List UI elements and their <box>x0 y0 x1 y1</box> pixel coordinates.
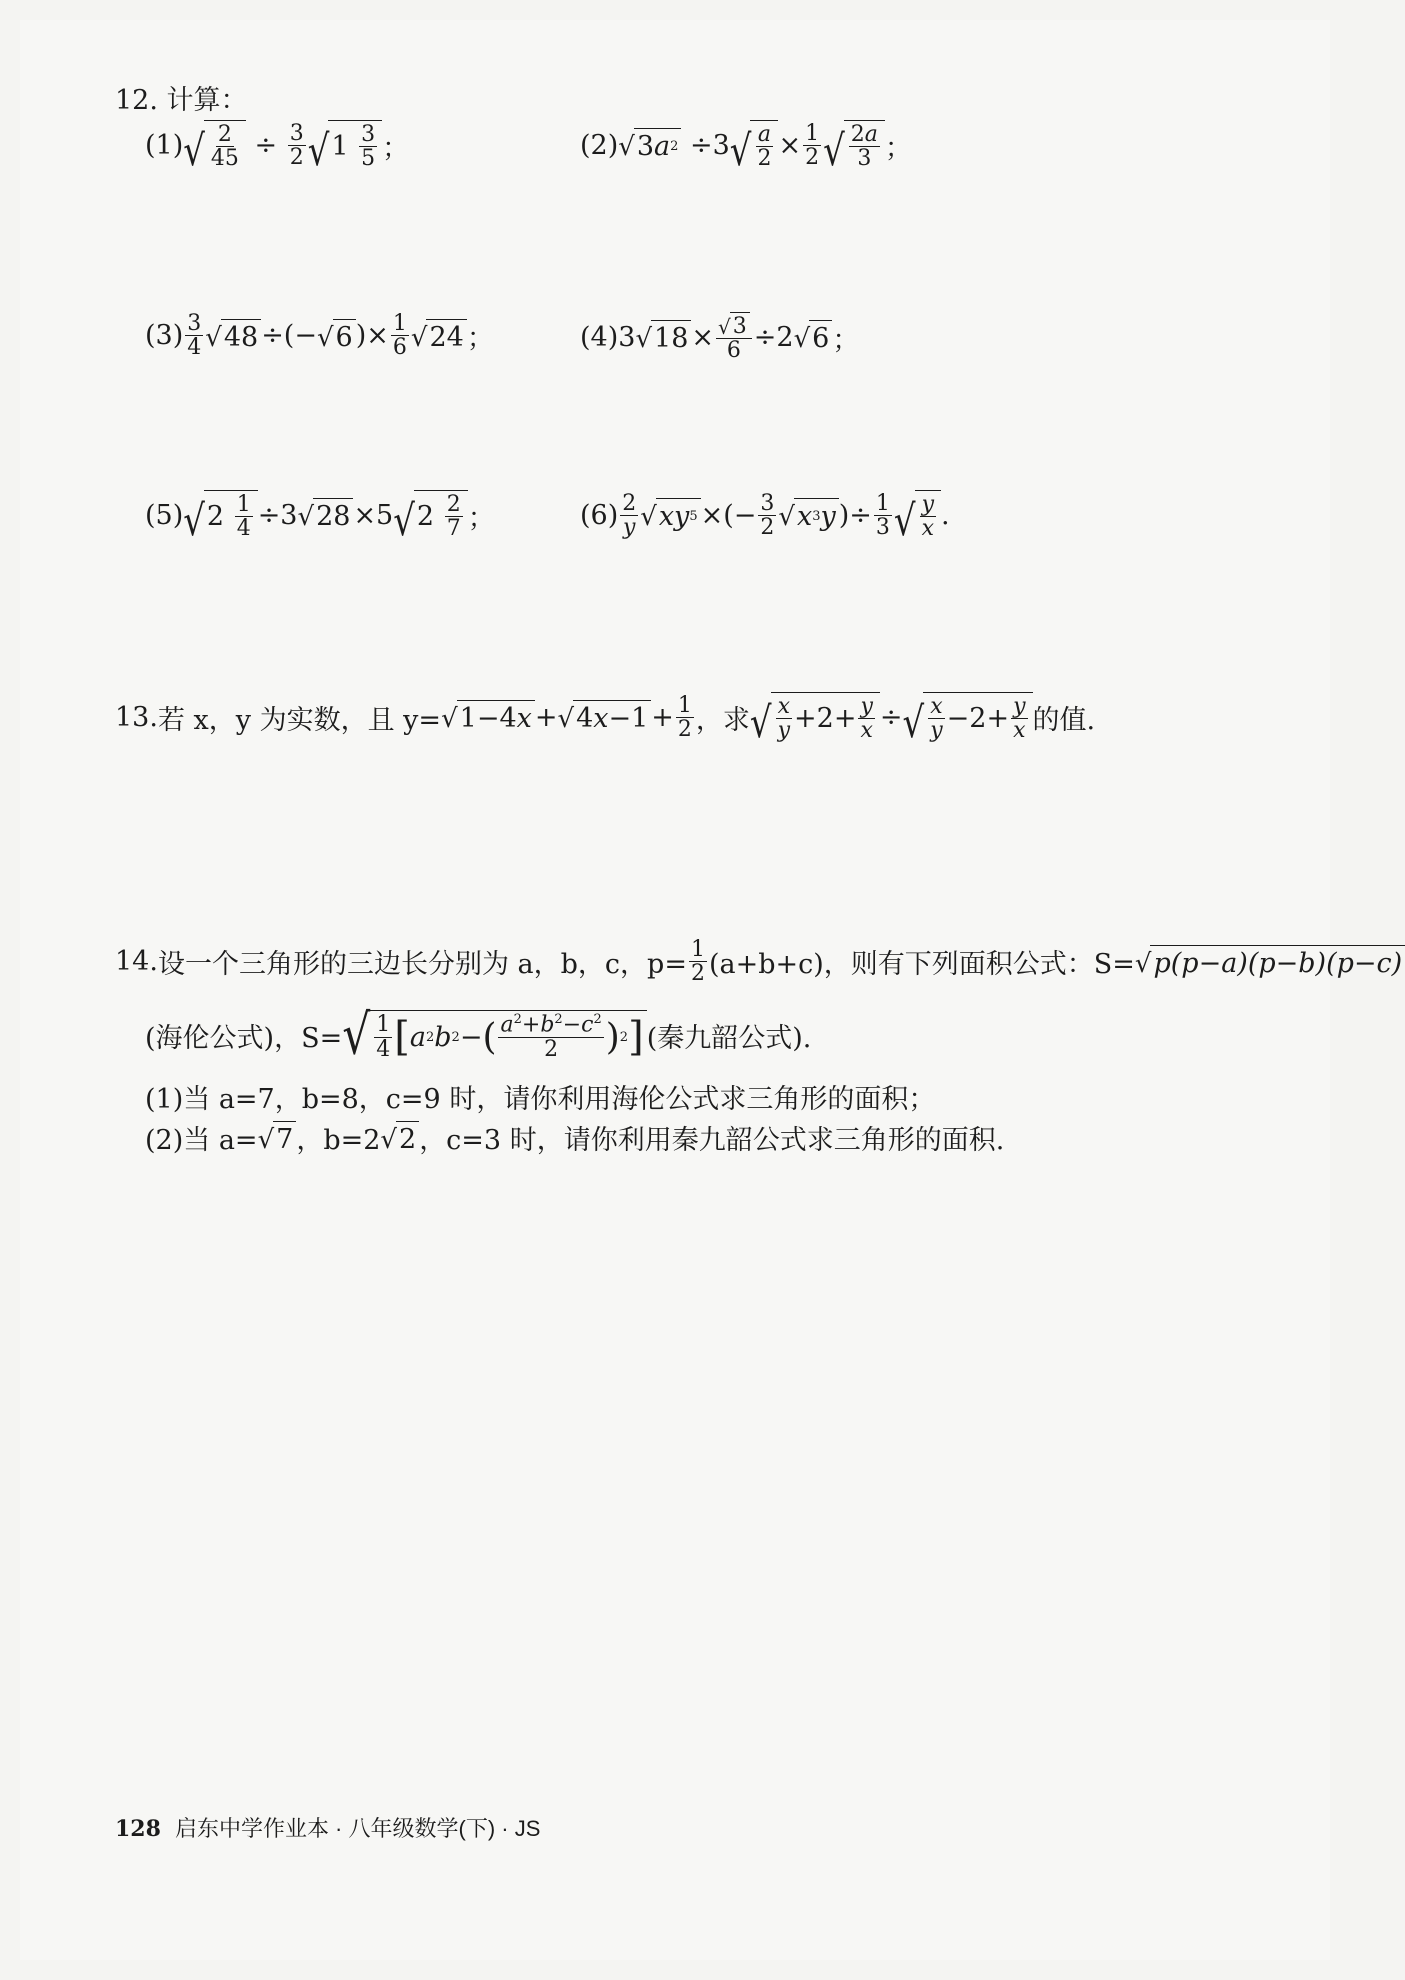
worksheet-page <box>20 20 1403 1960</box>
q12-item-1: (1) √ $\frac{2}{45}$ ÷ $\frac{3}{2}$ √ 1 $\frac{3}{5}$ ； <box>145 120 410 177</box>
q12-item-3: (3) $\frac{3}{4}$ √ 48 ÷(− √ 6 )× $\frac{1}{6}$ √ 24 ； <box>145 311 494 361</box>
q12-item-2: (2) √ 3 a 2 ÷3 √ $\frac{a}{2}$ × $\frac{1}{2}$ √ $\frac{2a}{3}$ ； <box>580 120 912 177</box>
q14-sub-question-2: (2)当 a= √ 7 ，b=2 √ 2 ，c=3 时，请你利用秦九韶公式求三角形的面积. <box>145 1118 1004 1157</box>
q14-line1-b: (a+b+c)，则有下列面积公式：S= <box>708 949 1135 981</box>
page-footer <box>115 1812 540 1843</box>
q14-line1-a: 设一个三角形的三边长分别为 a，b，c，p= <box>157 949 687 981</box>
q14-sub2-c: ，c=3 时，请你利用秦九韶公式求三角形的面积. <box>419 1125 1005 1156</box>
q12-item-4: (4)3 √ 18 × √ 3 6 ÷2 √ 6 ； <box>580 314 860 364</box>
question-14-line-2: (海伦公式)，S= √ $\frac{1}{4}$ [ a 2 b 2 − ( $\frac{a^2+b^2-c^2}{2}$ ) 2 ] (秦九韶公式). <box>145 1003 812 1068</box>
q14-line2-b: (秦九韶公式). <box>646 1023 812 1054</box>
question-13-label: 13. <box>115 701 158 733</box>
question-14-label: 14. <box>115 946 158 978</box>
q14-sub2-a: (2)当 a= <box>145 1125 258 1156</box>
page-number: 128 <box>115 1816 161 1842</box>
question-12-label: 12. 计算： <box>115 85 248 116</box>
q13-text-c: 的值. <box>1032 704 1096 736</box>
q14-sub-question-1: (1)当 a=7，b=8，c=9 时，请你利用海伦公式求三角形的面积； <box>145 1084 936 1115</box>
q14-line2-a: (海伦公式)，S= <box>145 1023 343 1054</box>
question-13: 13. 若 x，y 为实数，且 y= √ 1−4 x + √ 4 x −1 + $\frac{1}{2}$ ，求 √ $\frac{x}{y}$ +2+ $\frac{y}{x}$ ÷ √ $\frac{x}{y}$ −2+ $\frac{y}{x}$ 的值. <box>115 692 1096 749</box>
q14-sub2-b: ，b=2 <box>296 1125 381 1156</box>
q13-text-b: ，求 <box>695 704 750 736</box>
q12-item-5: (5) √ 2 $\frac{1}{4}$ ÷3 √ 28 ×5 √ 2 $\frac{2}{7}$ ； <box>145 492 495 547</box>
book-title: 启东中学作业本 · 八年级数学(下) · JS <box>174 1816 541 1841</box>
question-14-line-1: 14. 设一个三角形的三边长分别为 a，b，c，p= $\frac{1}{2}$ (a+b+c)，则有下列面积公式：S= √ p(p−a)(p−b)(p−c) <box>115 938 1405 985</box>
q13-text-a: 若 x，y 为实数，且 y= <box>157 704 442 736</box>
heron-formula: p(p−a)(p−b)(p−c) <box>1150 945 1405 979</box>
q12-item-6: (6) $\frac{2}{y}$ √ xy 5 ×(− $\frac{3}{2}$ √ x 3 y )÷ $\frac{1}{3}$ √ $\frac{y}{x}$ . <box>580 490 950 547</box>
